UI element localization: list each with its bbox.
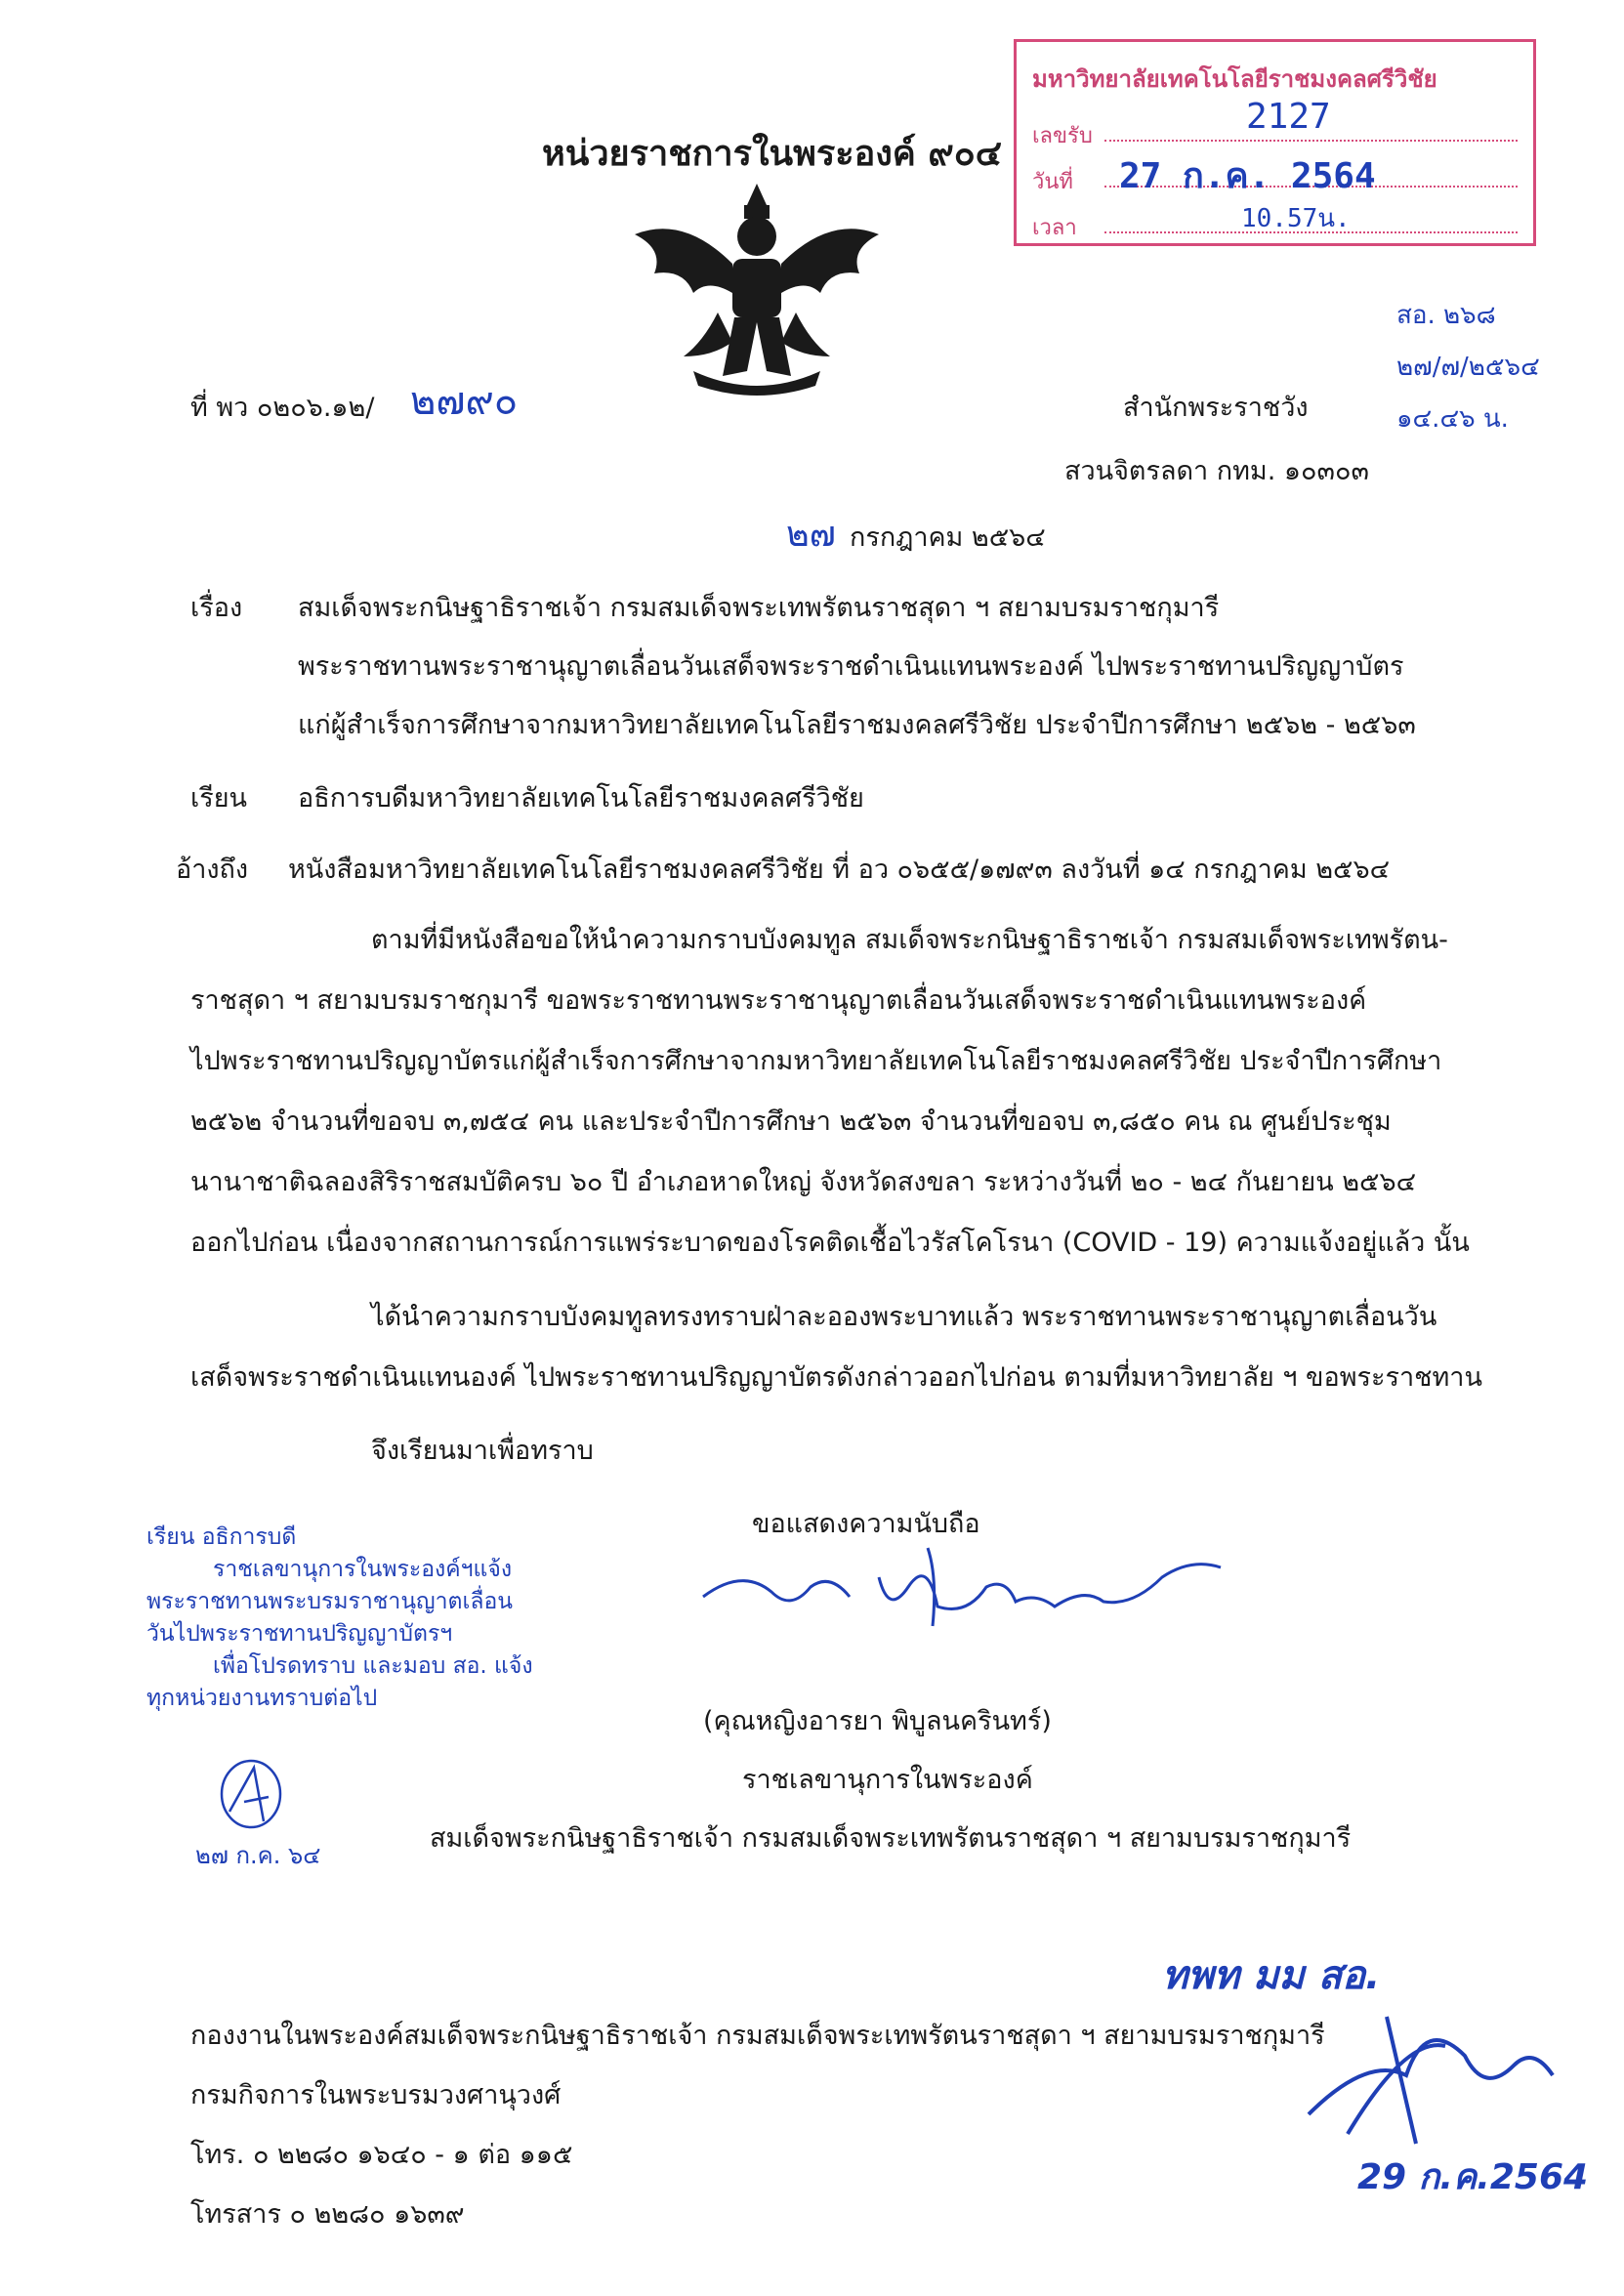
forward-note: ทพท มม สอ. xyxy=(1162,1953,1381,1998)
footer-phone: โทร. ๐ ๒๒๘๐ ๑๖๔๐ - ๑ ต่อ ๑๑๕ xyxy=(190,2140,573,2170)
body-p1-line: ไปพระราชทานปริญญาบัตรแก่ผู้สำเร็จการศึกษาจากมหาวิทยาลัยเทคโนโลยีราชมงคลศรีวิชัย ประจำปีการศึกษา xyxy=(190,1046,1442,1076)
sender-org: สำนักพระราชวัง xyxy=(1123,393,1309,423)
body-p2-line: ได้นำความกราบบังคมทูลทรงทราบฝ่าละอองพระบาทแล้ว พระราชทานพระราชานุญาตเลื่อนวัน xyxy=(371,1302,1437,1332)
footer-division: กรมกิจการในพระบรมวงศานุวงศ์ xyxy=(190,2080,562,2110)
subject-line1: สมเด็จพระกนิษฐาธิราชเจ้า กรมสมเด็จพระเทพรัตนราชสุดา ฯ สยามบรมราชกุมารี xyxy=(298,593,1220,623)
date-month-year: กรกฎาคม ๒๕๖๔ xyxy=(850,522,1046,553)
forward-signature xyxy=(1289,1997,1582,2153)
body-p1-line: ๒๕๖๒ จำนวนที่ขอจบ ๓,๗๕๔ คน และประจำปีการศึกษา ๒๕๖๓ จำนวนที่ขอจบ ๓,๘๕๐ คน ณ ศูนย์ประชุม xyxy=(190,1106,1392,1137)
reference-value: หนังสือมหาวิทยาลัยเทคโนโลยีราชมงคลศรีวิชัย ที่ อว ๐๖๕๕/๑๗๙๓ ลงวันที่ ๑๔ กรกฎาคม ๒๕๖๔ xyxy=(288,855,1391,885)
annotation-line: วันไปพระราชทานปริญญาบัตรฯ xyxy=(146,1621,453,1647)
receive-stamp xyxy=(1014,39,1536,246)
garuda-emblem-icon xyxy=(625,176,889,396)
date-day-hand: ๒๗ xyxy=(786,515,836,555)
annotation-line: เพื่อโปรดทราบ และมอบ สอ. แจ้ง xyxy=(213,1653,533,1679)
ref-number-hand: ๒๗๙๐ xyxy=(410,379,519,424)
stamp-receive-no: 2127 xyxy=(1246,97,1331,137)
signer-organization: สมเด็จพระกนิษฐาธิราชเจ้า กรมสมเด็จพระเทพรัตนราชสุดา ฯ สยามบรมราชกุมารี xyxy=(430,1823,1352,1854)
annotation-line: พระราชทานพระบรมราชานุญาตเลื่อน xyxy=(146,1589,513,1614)
forward-date: 29 ก.ค.2564 xyxy=(1357,2157,1589,2197)
body-p1-line: ออกไปก่อน เนื่องจากสถานการณ์การแพร่ระบาดของโรคติดเชื้อไวรัสโคโรนา (COVID - 19) ความแจ้งอยู่แล้ว นั้น xyxy=(190,1228,1470,1258)
annotation-line: เรียน อธิการบดี xyxy=(146,1524,297,1550)
annotation-line: ราชเลขานุการในพระองค์ฯแจ้ง xyxy=(213,1557,513,1582)
side-note-line1: สอ. ๒๖๘ xyxy=(1396,301,1496,330)
stamp-receive-label: เลขรับ xyxy=(1032,124,1093,148)
subject-line3: แก่ผู้สำเร็จการศึกษาจากมหาวิทยาลัยเทคโนโลยีราชมงคลศรีวิชัย ประจำปีการศึกษา ๒๕๖๒ - ๒๕๖๓ xyxy=(298,710,1416,740)
subject-line2: พระราชทานพระราชานุญาตเลื่อนวันเสด็จพระราชดำเนินแทนพระองค์ ไปพระราชทานปริญญาบัตร xyxy=(298,651,1404,682)
stamp-date-label: วันที่ xyxy=(1032,170,1073,194)
body-p1-line: ตามที่มีหนังสือขอให้นำความกราบบังคมทูล สมเด็จพระกนิษฐาธิราชเจ้า กรมสมเด็จพระเทพรัตน- xyxy=(371,925,1448,955)
reference-label: อ้างถึง xyxy=(176,855,249,885)
subject-label: เรื่อง xyxy=(190,593,243,623)
to-value: อธิการบดีมหาวิทยาลัยเทคโนโลยีราชมงคลศรีวิชัย xyxy=(298,783,864,814)
ref-number: ที่ พว ๐๒๐๖.๑๒/ xyxy=(190,393,375,423)
body-p1-line: นานาชาติฉลองสิริราชสมบัติครบ ๖๐ ปี อำเภอหาดใหญ่ จังหวัดสงขลา ระหว่างวันที่ ๒๐ - ๒๔ กันยายน ๒๕๖๔ xyxy=(190,1167,1417,1197)
signature-image xyxy=(684,1519,1270,1646)
side-note-line3: ๑๔.๔๖ น. xyxy=(1396,404,1509,434)
body-closing: จึงเรียนมาเพื่อทราบ xyxy=(371,1436,594,1466)
to-label: เรียน xyxy=(190,783,248,814)
stamp-time-label: เวลา xyxy=(1032,216,1077,240)
office-title: หน่วยราชการในพระองค์ ๙๐๔ xyxy=(542,134,1002,174)
stamp-date-value: 27 ก.ค. 2564 xyxy=(1119,156,1376,196)
footer-department: กองงานในพระองค์สมเด็จพระกนิษฐาธิราชเจ้า กรมสมเด็จพระเทพรัตนราชสุดา ฯ สยามบรมราชกุมารี xyxy=(190,2021,1325,2051)
stamp-time-value: 10.57น. xyxy=(1241,204,1351,233)
side-note-line2: ๒๗/๗/๒๕๖๔ xyxy=(1396,353,1540,382)
signer-name: (คุณหญิงอารยา พิบูลนครินทร์) xyxy=(703,1706,1052,1736)
stamp-university: มหาวิทยาลัยเทคโนโลยีราชมงคลศรีวิชัย xyxy=(1032,65,1437,93)
courtesy-closing: ขอแสดงความนับถือ xyxy=(752,1509,980,1539)
annotation-line: ทุกหน่วยงานทราบต่อไป xyxy=(146,1686,378,1711)
body-p2-line: เสด็จพระราชดำเนินแทนองค์ ไปพระราชทานปริญญาบัตรดังกล่าวออกไปก่อน ตามที่มหาวิทยาลัย ฯ ขอพระราชทาน xyxy=(190,1362,1482,1393)
body-p1-line: ราชสุดา ฯ สยามบรมราชกุมารี ขอพระราชทานพระราชานุญาตเลื่อนวันเสด็จพระราชดำเนินแทนพระองค์ xyxy=(190,985,1367,1016)
annotation-date: ๒๗ ก.ค. ๖๔ xyxy=(195,1842,321,1869)
signer-position: ราชเลขานุการในพระองค์ xyxy=(742,1765,1033,1795)
footer-fax: โทรสาร ๐ ๒๒๘๐ ๑๖๓๙ xyxy=(190,2199,465,2230)
initials-signature xyxy=(210,1753,298,1831)
sender-address: สวนจิตรลดา กทม. ๑๐๓๐๓ xyxy=(1064,456,1369,486)
